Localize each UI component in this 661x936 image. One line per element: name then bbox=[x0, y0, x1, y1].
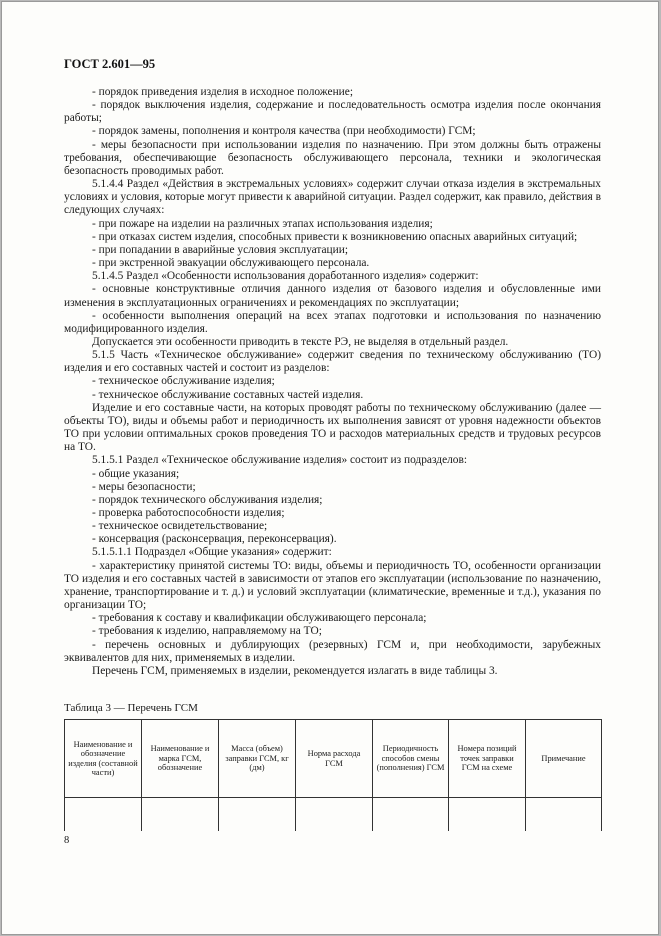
paragraph: Изделие и его составные части, на которых проводят работы по техническому обслуживанию (далее — объекты ТО), виды и объемы работ и периодичность их выполнения зависят от уровня надежности объектов ТО при условии оптимальных сроков проведения ТО и расходов материальных средств и трудовых ресурсов на ТО. bbox=[64, 401, 601, 454]
paragraph: - при отказах систем изделия, способных привести к возникновению опасных аварийных ситуаций; bbox=[92, 230, 578, 243]
table-header-cell: Периодичность способов смены (пополнения) ГСМ bbox=[373, 720, 449, 798]
paragraph: - порядок замены, пополнения и контроля качества (при необходимости) ГСМ; bbox=[92, 125, 476, 138]
paragraph: - при попадании в аварийные условия эксплуатации; bbox=[92, 243, 349, 256]
paragraph: 5.1.4.4 Раздел «Действия в экстремальных условиях» содержит случаи отказа изделия в экстремальных условиях и условия, которые могут привести к аварийной ситуации. Раздел содержит, как правило, действия в следующих случаях: bbox=[64, 178, 601, 217]
table-row bbox=[65, 798, 602, 832]
gsm-table bbox=[64, 719, 602, 831]
paragraph: - характеристику принятой системы ТО: виды, объемы и периодичность ТО, особенности организации ТО изделия и его составных частей в зависимости от этапов его эксплуатации (использование по назначению, хранение, транспортирование и т. д.) и условий эксплуатации (климатические, временные и т.д.), указания по организации ТО; bbox=[64, 559, 601, 612]
table-cell bbox=[296, 798, 373, 832]
paragraph: 5.1.4.5 Раздел «Особенности использования доработанного изделия» содержит: bbox=[92, 270, 479, 283]
page-number: 8 bbox=[64, 835, 70, 846]
table-header-cell: Наименование и обозначение изделия (составной части) bbox=[65, 720, 142, 798]
paragraph: - перечень основных и дублирующих (резервных) ГСМ и, при необходимости, зарубежных эквивалентов для них, применяемых в изделии. bbox=[64, 638, 601, 664]
paragraph: - при экстренной эвакуации обслуживающего персонала. bbox=[92, 257, 370, 270]
body-text bbox=[64, 86, 601, 678]
table-header-cell: Масса (объем) заправки ГСМ, кг (дм) bbox=[219, 720, 296, 798]
paragraph: 5.1.5.1.1 Подраздел «Общие указания» содержит: bbox=[92, 546, 332, 559]
paragraph: Допускается эти особенности приводить в тексте РЭ, не выделяя в отдельный раздел. bbox=[92, 335, 509, 348]
paragraph: - особенности выполнения операций на всех этапах подготовки и использования по назначению модифицированного изделия. bbox=[64, 309, 601, 335]
paragraph: Перечень ГСМ, применяемых в изделии, рекомендуется излагать в виде таблицы 3. bbox=[92, 664, 498, 677]
table-caption: Таблица 3 — Перечень ГСМ bbox=[64, 702, 198, 714]
table-cell bbox=[65, 798, 142, 832]
document-header: ГОСТ 2.601—95 bbox=[64, 57, 156, 71]
paragraph: - проверка работоспособности изделия; bbox=[92, 507, 285, 519]
paragraph: - меры безопасности; bbox=[92, 480, 196, 493]
table-header-cell: Норма расхода ГСМ bbox=[296, 720, 373, 798]
table-cell bbox=[526, 798, 602, 832]
document-page bbox=[1, 1, 659, 935]
paragraph: - порядок технического обслуживания изделия; bbox=[92, 493, 323, 506]
table-header-cell: Номера позиций точек заправки ГСМ на схеме bbox=[449, 720, 526, 798]
paragraph: - общие указания; bbox=[92, 467, 180, 480]
paragraph: - техническое обслуживание изделия; bbox=[92, 375, 275, 388]
paragraph: - консервация (расконсервация, переконсервация). bbox=[92, 533, 337, 546]
paragraph: - основные конструктивные отличия данного изделия от базового изделия и обусловленные ими изменения в эксплуатационных ограничениях и рекомендациях по эксплуатации; bbox=[64, 283, 601, 309]
table-header-cell: Наименование и марка ГСМ, обозначение bbox=[142, 720, 219, 798]
paragraph: - техническое освидетельствование; bbox=[92, 520, 268, 533]
paragraph: 5.1.5 Часть «Техническое обслуживание» содержит сведения по техническому обслуживанию (ТО) изделия и его составных частей и состоит из разделов: bbox=[64, 349, 601, 375]
paragraph: - меры безопасности при использовании изделия по назначению. При этом должны быть отражены требования, обеспечивающие безопасность обслуживающего персонала, техники и экологическая безопасность проводимых работ. bbox=[64, 138, 601, 177]
paragraph: - порядок приведения изделия в исходное положение; bbox=[92, 86, 353, 98]
table-header-cell: Примечание bbox=[526, 720, 602, 798]
paragraph: - требования к изделию, направляемому на ТО; bbox=[92, 625, 322, 638]
paragraph: - порядок выключения изделия, содержание и последовательность осмотра изделия после окончания работы; bbox=[64, 99, 601, 125]
paragraph: 5.1.5.1 Раздел «Техническое обслуживание изделия» состоит из подразделов: bbox=[92, 454, 468, 467]
table-cell bbox=[373, 798, 449, 832]
table-cell bbox=[219, 798, 296, 832]
paragraph: - требования к составу и квалификации обслуживающего персонала; bbox=[92, 612, 427, 625]
table-cell bbox=[449, 798, 526, 832]
table-cell bbox=[142, 798, 219, 832]
table-header-row bbox=[65, 720, 602, 798]
paragraph: - техническое обслуживание составных частей изделия. bbox=[92, 388, 364, 401]
paragraph: - при пожаре на изделии на различных этапах использования изделия; bbox=[92, 217, 433, 230]
